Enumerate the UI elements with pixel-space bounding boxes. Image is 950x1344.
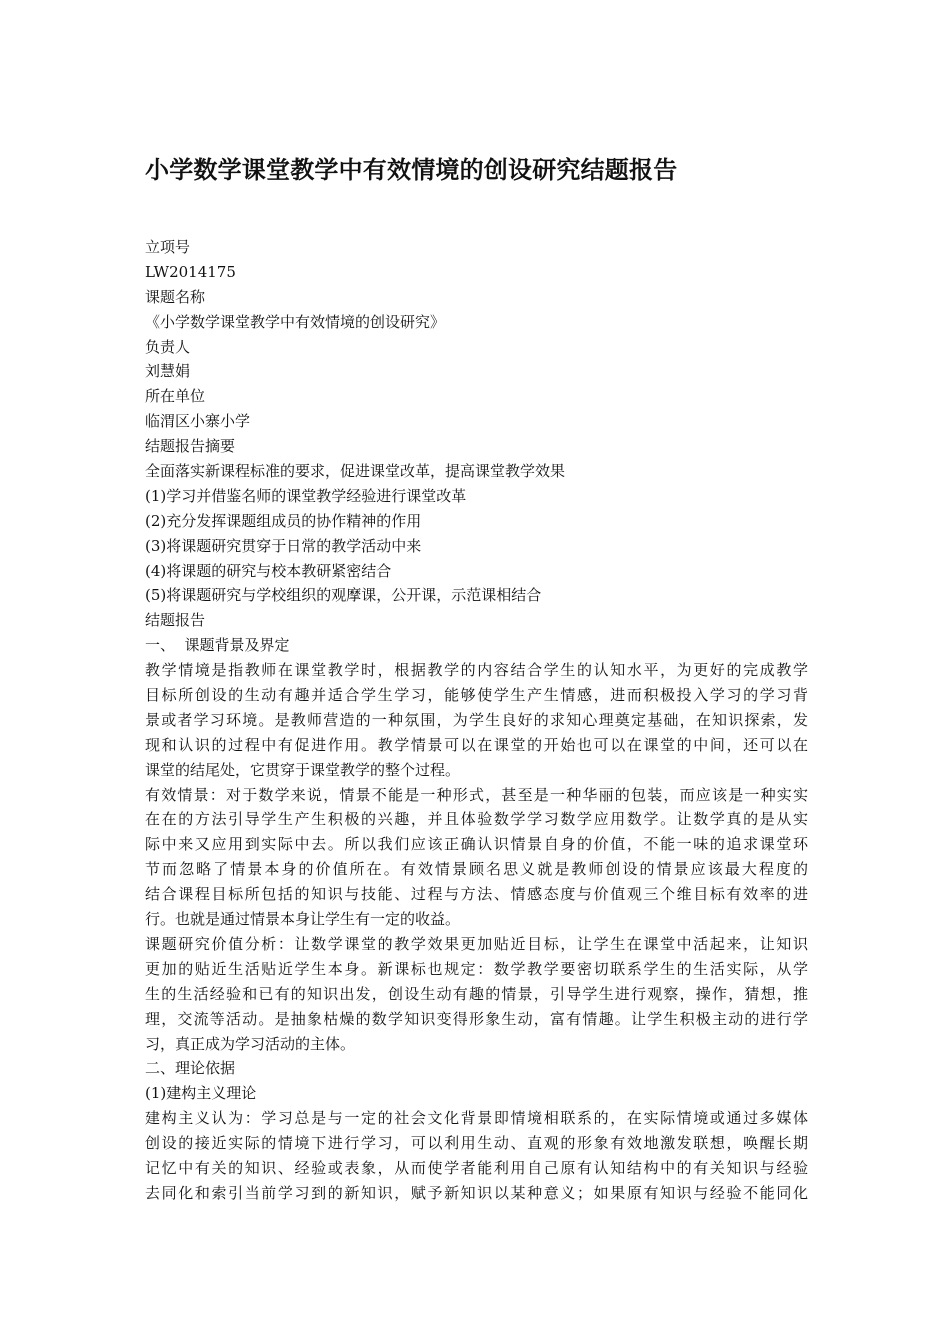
paragraph-line: 结合课程目标所包括的知识与技能、过程与方法、情感态度与价值观三个维目标有效率的进: [145, 885, 808, 904]
meta-value-unit: 临渭区小寨小学: [145, 412, 251, 431]
subsection-heading-constructivism: (1)建构主义理论: [145, 1084, 257, 1103]
paragraph-line: 教学情境是指教师在课堂教学时，根据教学的内容结合学生的认知水平，为更好的完成教学: [145, 661, 808, 680]
abstract-line: 全面落实新课程标准的要求，促进课堂改革，提高课堂教学效果: [145, 462, 566, 481]
abstract-heading: 结题报告摘要: [145, 437, 236, 456]
paragraph-line: 习，真正成为学习活动的主体。: [145, 1034, 356, 1053]
abstract-item-4: (4)将课题的研究与校本教研紧密结合: [145, 561, 392, 580]
abstract-item-5: (5)将课题研究与学校组织的观摩课，公开课，示范课相结合: [145, 586, 542, 605]
paragraph-constructivism: [145, 1106, 808, 1206]
document-title: 小学数学课堂教学中有效情境的创设研究结题报告: [145, 155, 678, 184]
meta-label-leader: 负责人: [145, 337, 191, 356]
paragraph-line: 记忆中有关的知识、经验或表象，从而使学者能利用自己原有认知结构中的有关知识与经验: [145, 1158, 808, 1177]
paragraph-research-value: [145, 932, 808, 1056]
paragraph-line: 现和认识的过程中有促进作用。教学情景可以在课堂的开始也可以在课堂的中间，还可以在: [145, 735, 808, 754]
paragraph-line: 际中来又应用到实际中去。所以我们应该正确认识情景自身的价值，不能一味的追求课堂环: [145, 835, 808, 854]
section-heading-1: 一、 课题背景及界定: [145, 636, 290, 655]
paragraph-line: 景或者学习环境。是教师营造的一种氛围，为学生良好的求知心理奠定基础，在知识探索，发: [145, 710, 808, 729]
abstract-item-1: (1)学习并借鉴名师的课堂教学经验进行课堂改革: [145, 486, 467, 505]
abstract-item-3: (3)将课题研究贯穿于日常的教学活动中来: [145, 536, 422, 555]
paragraph-line: 建构主义认为：学习总是与一定的社会文化背景即情境相联系的，在实际情境或通过多媒体: [145, 1109, 808, 1128]
paragraph-situation-definition: [145, 658, 808, 782]
meta-label-project-number: 立项号: [145, 238, 191, 256]
paragraph-line: 课堂的结尾处，它贯穿于课堂教学的整个过程。: [145, 760, 461, 779]
meta-label-unit: 所在单位: [145, 387, 206, 406]
meta-value-leader: 刘慧娟: [145, 362, 191, 381]
meta-label-topic: 课题名称: [145, 287, 206, 306]
section-heading-2: 二、理论依据: [145, 1059, 236, 1078]
document-body: [145, 235, 808, 1206]
meta-value-topic: 《小学数学课堂教学中有效情境的创设研究》: [145, 312, 446, 331]
paragraph-line: 节而忽略了情景本身的价值所在。有效情景顾名思义就是教师创设的情景应该最大程度的: [145, 860, 808, 879]
paragraph-line: 目标所创设的生动有趣并适合学生学习，能够使学生产生情感，进而积极投入学习的学习背: [145, 686, 808, 705]
paragraph-effective-situation: [145, 783, 808, 932]
paragraph-line: 理，交流等活动。是抽象枯燥的数学知识变得形象生动，富有情趣。让学生积极主动的进行学: [145, 1009, 808, 1028]
paragraph-line: 更加的贴近生活贴近学生本身。新课标也规定：数学教学要密切联系学生的生活实际，从学: [145, 959, 808, 978]
paragraph-line: 有效情景：对于数学来说，情景不能是一种形式，甚至是一种华丽的包装，而应该是一种实实: [145, 785, 808, 804]
paragraph-line: 创设的接近实际的情境下进行学习，可以利用生动、直观的形象有效地激发联想，唤醒长期: [145, 1134, 808, 1153]
paragraph-line: 生的生活经验和已有的知识出发，创设生动有趣的情景，引导学生进行观察，操作，猜想，推: [145, 984, 808, 1003]
paragraph-line: 去同化和索引当前学习到的新知识，赋予新知识以某种意义；如果原有知识与经验不能同化: [145, 1183, 808, 1202]
paragraph-line: 在在的方法引导学生产生积极的兴趣，并且体验数学学习数学应用数学。让数学真的是从实: [145, 810, 808, 829]
report-heading: 结题报告: [145, 611, 206, 630]
meta-value-project-number: LW2014175: [145, 262, 236, 281]
abstract-item-2: (2)充分发挥课题组成员的协作精神的作用: [145, 511, 422, 530]
paragraph-line: 课题研究价值分析：让数学课堂的教学效果更加贴近目标，让学生在课堂中活起来，让知识: [145, 934, 808, 953]
paragraph-line: 行。也就是通过情景本身让学生有一定的收益。: [145, 910, 461, 929]
